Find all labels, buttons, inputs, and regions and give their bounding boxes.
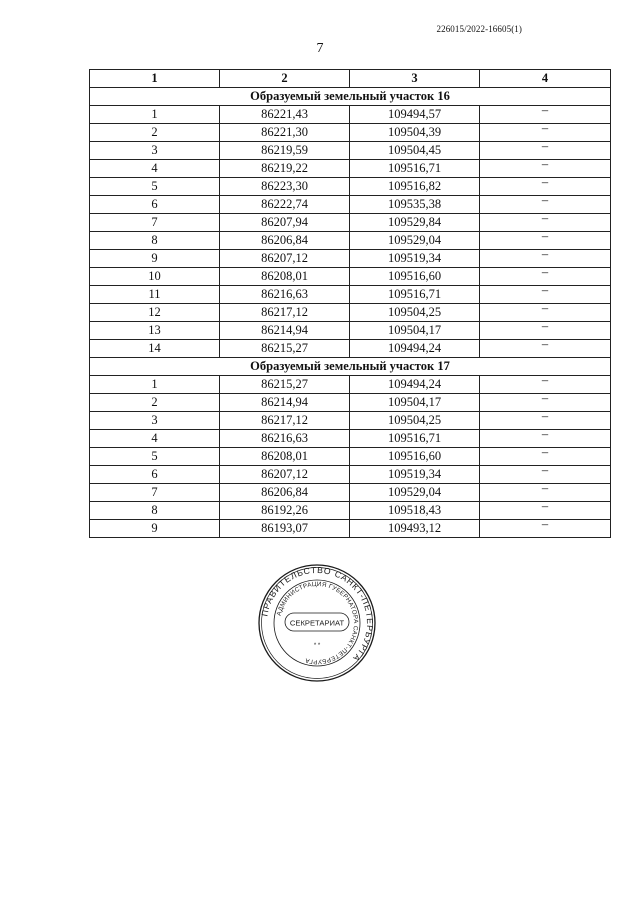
point-number-cell: 8	[90, 232, 220, 250]
stamp-inner-text: АДМИНИСТРАЦИЯ ГУБЕРНАТОРА САНКТ-ПЕТЕРБУРГА	[275, 580, 360, 666]
section-row	[90, 88, 611, 106]
table-row	[90, 196, 611, 214]
point-number-cell: 6	[90, 466, 220, 484]
coordinates-table	[89, 69, 611, 538]
table-row	[90, 502, 611, 520]
coordinate-cell: 86207,12	[220, 250, 350, 268]
table-row	[90, 484, 611, 502]
coordinate-cell: 86214,94	[220, 322, 350, 340]
coordinate-cell: 86206,84	[220, 484, 350, 502]
table-row	[90, 178, 611, 196]
table-row	[90, 376, 611, 394]
table-row	[90, 286, 611, 304]
coordinate-cell: 86214,94	[220, 394, 350, 412]
table-row	[90, 304, 611, 322]
coordinate-cell: 86207,94	[220, 214, 350, 232]
coordinate-cell: 86206,84	[220, 232, 350, 250]
table-row	[90, 250, 611, 268]
coordinate-cell: 109535,38	[350, 196, 480, 214]
coordinate-cell: 109504,17	[350, 394, 480, 412]
table-body	[90, 88, 611, 538]
point-number-cell: 2	[90, 124, 220, 142]
coordinate-cell: 86208,01	[220, 448, 350, 466]
coordinate-cell: 86221,43	[220, 106, 350, 124]
point-number-cell: 3	[90, 412, 220, 430]
coordinate-cell: 109504,25	[350, 304, 480, 322]
section-title: Образуемый земельный участок 16	[90, 88, 611, 106]
coordinate-cell: 109516,60	[350, 268, 480, 286]
table-row	[90, 466, 611, 484]
coordinate-cell: 109493,12	[350, 520, 480, 538]
dash-mark: –	[541, 319, 549, 333]
coordinate-cell: 86217,12	[220, 412, 350, 430]
table-header-row	[90, 70, 611, 88]
coordinate-cell: 86193,07	[220, 520, 350, 538]
coordinate-cell: 109516,71	[350, 160, 480, 178]
coordinate-cell: 109504,39	[350, 124, 480, 142]
dash-mark: –	[541, 427, 549, 441]
table-row	[90, 142, 611, 160]
point-number-cell: 9	[90, 520, 220, 538]
point-number-cell: 3	[90, 142, 220, 160]
coordinate-cell: 109494,24	[350, 376, 480, 394]
coordinate-cell: 109516,60	[350, 448, 480, 466]
table-row	[90, 106, 611, 124]
point-number-cell: 10	[90, 268, 220, 286]
point-number-cell: 4	[90, 160, 220, 178]
table-row	[90, 340, 611, 358]
dash-mark: –	[541, 409, 549, 423]
table-row	[90, 268, 611, 286]
document-id: 226015/2022-16605(1)	[436, 24, 522, 34]
point-number-cell: 11	[90, 286, 220, 304]
coordinate-cell: 86221,30	[220, 124, 350, 142]
table-row	[90, 214, 611, 232]
point-number-cell: 1	[90, 376, 220, 394]
coordinate-cell: 86215,27	[220, 376, 350, 394]
dash-mark: –	[541, 481, 549, 495]
coordinate-cell: 86216,63	[220, 430, 350, 448]
table-row	[90, 448, 611, 466]
coordinate-cell: 109519,34	[350, 466, 480, 484]
dash-cell	[480, 337, 611, 358]
stamp-center-text: СЕКРЕТАРИАТ	[289, 618, 345, 628]
coordinate-cell: 109529,04	[350, 232, 480, 250]
dash-mark: –	[541, 463, 549, 477]
dash-mark: –	[541, 499, 549, 513]
point-number-cell: 5	[90, 178, 220, 196]
dash-mark: –	[541, 301, 549, 315]
point-number-cell: 9	[90, 250, 220, 268]
dash-mark: –	[541, 517, 549, 531]
dash-mark: –	[541, 175, 549, 189]
dash-mark: –	[541, 103, 549, 117]
coordinate-cell: 109516,71	[350, 430, 480, 448]
table-row	[90, 412, 611, 430]
point-number-cell: 6	[90, 196, 220, 214]
official-stamp	[257, 563, 377, 683]
column-header: 1	[90, 70, 220, 88]
dash-mark: –	[541, 283, 549, 297]
section-row	[90, 358, 611, 376]
dash-mark: –	[541, 139, 549, 153]
coordinate-cell: 109516,82	[350, 178, 480, 196]
coordinate-cell: 86222,74	[220, 196, 350, 214]
dash-mark: –	[541, 229, 549, 243]
table-row	[90, 124, 611, 142]
dash-mark: –	[541, 211, 549, 225]
table-row	[90, 322, 611, 340]
coordinate-cell: 109529,04	[350, 484, 480, 502]
point-number-cell: 7	[90, 484, 220, 502]
dash-mark: –	[541, 337, 549, 351]
point-number-cell: 5	[90, 448, 220, 466]
column-header: 3	[350, 70, 480, 88]
coordinate-cell: 86215,27	[220, 340, 350, 358]
section-title: Образуемый земельный участок 17	[90, 358, 611, 376]
coordinate-cell: 86192,26	[220, 502, 350, 520]
dash-mark: –	[541, 121, 549, 135]
dash-mark: –	[541, 247, 549, 261]
dash-cell	[480, 517, 611, 538]
column-header: 4	[480, 70, 611, 88]
coordinate-cell: 86219,59	[220, 142, 350, 160]
coordinate-cell: 86217,12	[220, 304, 350, 322]
stamp-outer-text: ПРАВИТЕЛЬСТВО САНКТ-ПЕТЕРБУРГА	[259, 564, 376, 664]
dash-mark: –	[541, 265, 549, 279]
column-header: 2	[220, 70, 350, 88]
coordinate-cell: 86207,12	[220, 466, 350, 484]
coordinate-cell: 109504,45	[350, 142, 480, 160]
point-number-cell: 7	[90, 214, 220, 232]
point-number-cell: 1	[90, 106, 220, 124]
point-number-cell: 14	[90, 340, 220, 358]
dash-mark: –	[541, 373, 549, 387]
point-number-cell: 12	[90, 304, 220, 322]
dash-mark: –	[541, 445, 549, 459]
point-number-cell: 2	[90, 394, 220, 412]
coordinate-cell: 109519,34	[350, 250, 480, 268]
point-number-cell: 8	[90, 502, 220, 520]
point-number-cell: 13	[90, 322, 220, 340]
coordinate-cell: 86208,01	[220, 268, 350, 286]
stamp-stars: * *	[313, 643, 321, 649]
coordinate-cell: 86223,30	[220, 178, 350, 196]
dash-mark: –	[541, 193, 549, 207]
dash-mark: –	[541, 391, 549, 405]
coordinate-cell: 109516,71	[350, 286, 480, 304]
point-number-cell: 4	[90, 430, 220, 448]
dash-mark: –	[541, 157, 549, 171]
coordinate-cell: 109504,17	[350, 322, 480, 340]
table-row	[90, 394, 611, 412]
coordinate-cell: 86219,22	[220, 160, 350, 178]
coordinate-cell: 109529,84	[350, 214, 480, 232]
coordinate-cell: 109504,25	[350, 412, 480, 430]
table-row	[90, 160, 611, 178]
table-row	[90, 232, 611, 250]
table-row	[90, 520, 611, 538]
table-row	[90, 430, 611, 448]
coordinate-cell: 86216,63	[220, 286, 350, 304]
coordinate-cell: 109494,24	[350, 340, 480, 358]
page-number: 7	[316, 41, 324, 56]
coordinate-cell: 109494,57	[350, 106, 480, 124]
coordinate-cell: 109518,43	[350, 502, 480, 520]
